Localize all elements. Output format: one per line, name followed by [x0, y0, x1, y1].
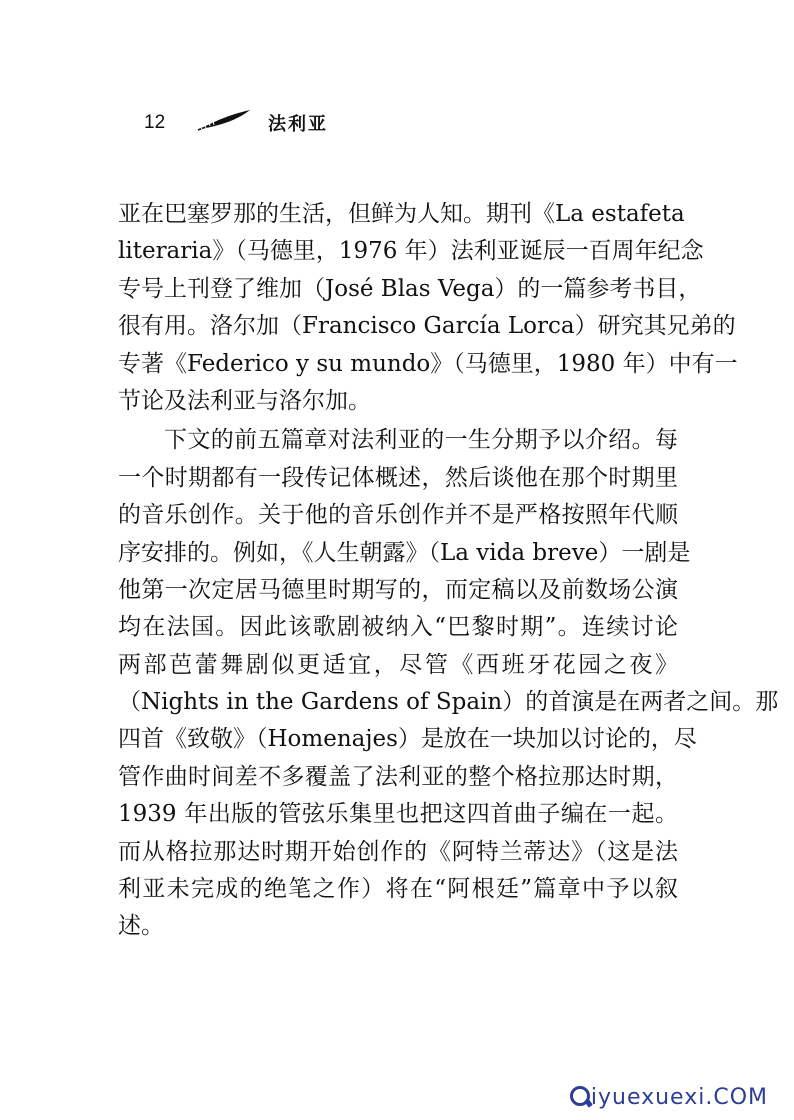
text-line: 利亚未完成的绝笔之作）将在“阿根廷”篇章中予以叙 — [118, 876, 678, 903]
text-line: 他第一次定居马德里时期写的，而定稿以及前数场公演 — [118, 576, 678, 603]
text-line: 管作曲时间差不多覆盖了法利亚的整个格拉那达时期， — [118, 763, 678, 790]
paragraph-1 — [118, 196, 738, 420]
text-line: literaria》（马德里，1976 年）法利亚诞辰一百周年纪念 — [118, 238, 704, 265]
text-line: 两部芭蕾舞剧似更适宜，尽管《西班牙花园之夜》 — [118, 651, 678, 678]
text-line: 述。 — [118, 913, 164, 940]
text-line: 下文的前五篇章对法利亚的一生分期予以介绍。每 — [164, 427, 678, 454]
text-line: 专号上刊登了维加（José Blas Vega）的一篇参考书目， — [118, 275, 702, 302]
body-text — [118, 196, 779, 946]
text-line: 专著《Federico y su mundo》（马德里，1980 年）中有一 — [118, 350, 738, 377]
watermark-text: iyuexuexi.COM — [590, 1085, 768, 1110]
running-title: 法利亚 — [268, 114, 328, 135]
text-line: 亚在巴塞罗那的生活，但鲜为人知。期刊《La estafeta — [118, 201, 685, 227]
text-line: 一个时期都有一段传记体概述，然后谈他在那个时期里 — [118, 464, 678, 491]
text-line: 很有用。洛尔加（Francisco García Lorca）研究其兄弟的 — [118, 313, 736, 340]
text-line: 均在法国。因此该歌剧被纳入“巴黎时期”。连续讨论 — [118, 614, 678, 641]
text-line: 而从格拉那达时期开始创作的《阿特兰蒂达》（这是法 — [118, 838, 678, 865]
text-line: 的音乐创作。关于他的音乐创作并不是严格按照年代顺 — [118, 502, 678, 529]
paragraph-2 — [118, 422, 779, 945]
page-number: 12 — [144, 112, 166, 133]
text-line: 节论及法利亚与洛尔加。 — [118, 387, 371, 414]
text-line: 四首《致敬》（Homenajes）是放在一块加以讨论的，尽 — [118, 726, 697, 753]
site-watermark — [570, 1085, 768, 1110]
text-line: 序安排的。例如，《人生朝露》（La vida breve）一剧是 — [118, 539, 691, 566]
quill-feather-icon — [196, 108, 252, 132]
text-line: （Nights in the Gardens of Spain）的首演是在两者之间。那 — [118, 689, 779, 716]
text-line: 1939 年出版的管弦乐集里也把这四首曲子编在一起。 — [118, 801, 678, 828]
page-header — [140, 104, 380, 144]
q-logo-icon — [570, 1086, 590, 1106]
